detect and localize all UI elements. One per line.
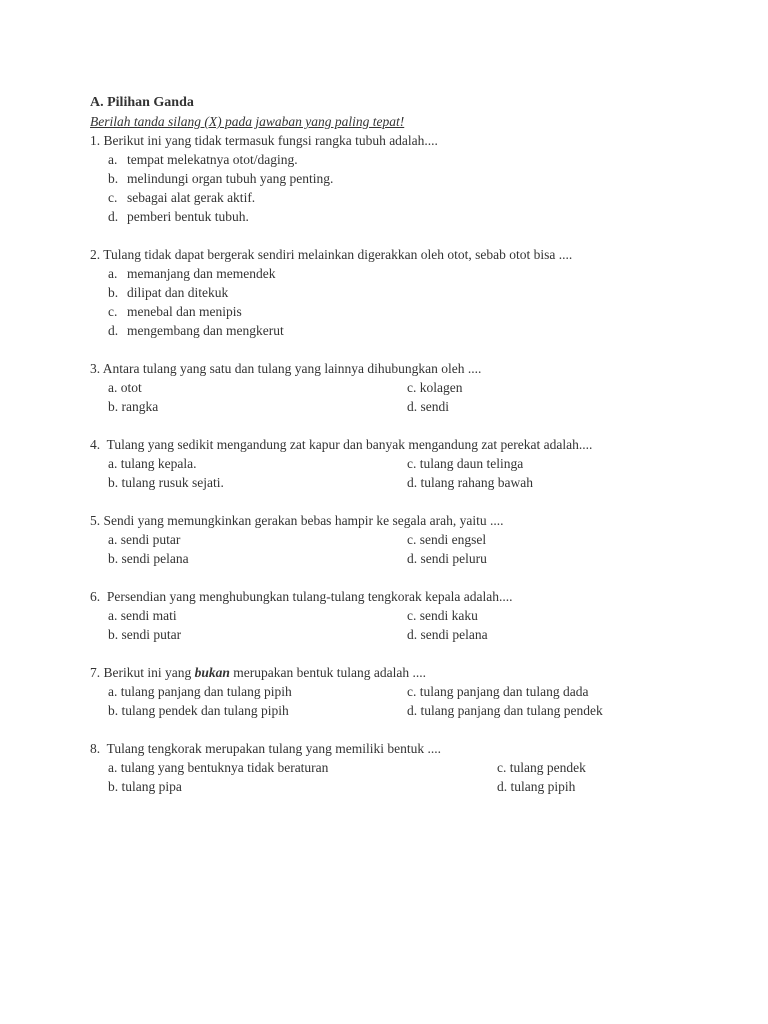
option-row <box>90 758 730 777</box>
option-b[interactable]: b. tulang pipa <box>108 779 182 794</box>
option-letter: c. <box>108 190 118 205</box>
option-letter: a. <box>108 266 118 281</box>
question-1 <box>90 131 730 226</box>
option-letter: d. <box>108 323 119 338</box>
option-letter: a. <box>108 152 118 167</box>
option-c[interactable]: c. tulang daun telinga <box>407 456 524 471</box>
option-c[interactable] <box>90 302 730 321</box>
question-3 <box>90 359 730 416</box>
option-a[interactable] <box>90 150 730 169</box>
question-text-end: merupakan bentuk tulang adalah .... <box>229 665 426 680</box>
option-letter: b. <box>108 171 119 186</box>
option-list <box>90 264 730 340</box>
option-row <box>90 682 730 701</box>
option-row <box>90 606 730 625</box>
option-b[interactable]: b. tulang rusuk sejati. <box>108 475 224 490</box>
question-text: 4. Tulang yang sedikit mengandung zat kapur dan banyak mengandung zat perekat adalah.... <box>90 437 593 452</box>
option-letter: b. <box>108 285 119 300</box>
option-a[interactable]: a. otot <box>108 380 142 395</box>
option-b[interactable]: b. sendi putar <box>108 627 182 642</box>
option-a[interactable]: a. tulang panjang dan tulang pipih <box>108 684 292 699</box>
option-letter: c. <box>108 304 118 319</box>
option-text: menebal dan menipis <box>127 304 242 319</box>
option-b[interactable]: b. rangka <box>108 399 159 414</box>
option-c[interactable]: c. kolagen <box>407 380 463 395</box>
option-row <box>90 549 730 568</box>
option-d[interactable]: d. sendi peluru <box>407 551 487 566</box>
option-list <box>90 150 730 226</box>
option-c[interactable]: c. sendi kaku <box>407 608 478 623</box>
option-c[interactable] <box>90 188 730 207</box>
option-c[interactable]: c. tulang pendek <box>497 760 586 775</box>
option-row <box>90 454 730 473</box>
option-a[interactable]: a. tulang kepala. <box>108 456 197 471</box>
question-2 <box>90 245 730 340</box>
option-text: dilipat dan ditekuk <box>127 285 229 300</box>
question-text <box>90 663 730 682</box>
option-b[interactable]: b. sendi pelana <box>108 551 189 566</box>
instruction: Berilah tanda silang (X) pada jawaban yang paling tepat! <box>90 114 405 129</box>
option-a[interactable]: a. sendi mati <box>108 608 177 623</box>
option-text: tempat melekatnya otot/daging. <box>127 152 298 167</box>
question-4 <box>90 435 730 492</box>
option-c[interactable]: c. sendi engsel <box>407 532 487 547</box>
option-text: memanjang dan memendek <box>127 266 276 281</box>
question-text: 6. Persendian yang menghubungkan tulang-tulang tengkorak kepala adalah.... <box>90 589 513 604</box>
option-text: mengembang dan mengkerut <box>127 323 284 338</box>
question-text: 5. Sendi yang memungkinkan gerakan bebas hampir ke segala arah, yaitu .... <box>90 513 504 528</box>
question-6 <box>90 587 730 644</box>
option-d[interactable]: d. tulang pipih <box>497 779 576 794</box>
option-text: melindungi organ tubuh yang penting. <box>127 171 334 186</box>
option-text: pemberi bentuk tubuh. <box>127 209 249 224</box>
option-row <box>90 473 730 492</box>
option-row <box>90 530 730 549</box>
option-text: sebagai alat gerak aktif. <box>127 190 256 205</box>
option-row <box>90 378 730 397</box>
option-a[interactable] <box>90 264 730 283</box>
option-d[interactable]: d. tulang panjang dan tulang pendek <box>407 703 603 718</box>
option-b[interactable] <box>90 283 730 302</box>
option-a[interactable]: a. sendi putar <box>108 532 181 547</box>
question-8 <box>90 739 730 796</box>
option-a[interactable]: a. tulang yang bentuknya tidak beraturan <box>108 760 329 775</box>
section-title: A. Pilihan Ganda <box>90 95 194 110</box>
question-text: 1. Berikut ini yang tidak termasuk fungsi rangka tubuh adalah.... <box>90 133 438 148</box>
question-7 <box>90 663 730 720</box>
option-letter: d. <box>108 209 119 224</box>
option-b[interactable]: b. tulang pendek dan tulang pipih <box>108 703 289 718</box>
question-emphasis: bukan <box>194 665 230 680</box>
option-b[interactable] <box>90 169 730 188</box>
option-d[interactable] <box>90 321 730 340</box>
option-d[interactable]: d. sendi <box>407 399 449 414</box>
option-row <box>90 701 730 720</box>
option-c[interactable]: c. tulang panjang dan tulang dada <box>407 684 589 699</box>
question-text-start: 7. Berikut ini yang <box>90 665 195 680</box>
question-text: 3. Antara tulang yang satu dan tulang yang lainnya dihubungkan oleh .... <box>90 361 482 376</box>
option-row <box>90 777 730 796</box>
option-d[interactable]: d. tulang rahang bawah <box>407 475 533 490</box>
option-row <box>90 397 730 416</box>
option-d[interactable]: d. sendi pelana <box>407 627 488 642</box>
question-text: 2. Tulang tidak dapat bergerak sendiri melainkan digerakkan oleh otot, sebab otot bisa .... <box>90 247 573 262</box>
option-row <box>90 625 730 644</box>
question-text: 8. Tulang tengkorak merupakan tulang yang memiliki bentuk .... <box>90 741 441 756</box>
question-5 <box>90 511 730 568</box>
worksheet <box>90 93 730 796</box>
option-d[interactable] <box>90 207 730 226</box>
